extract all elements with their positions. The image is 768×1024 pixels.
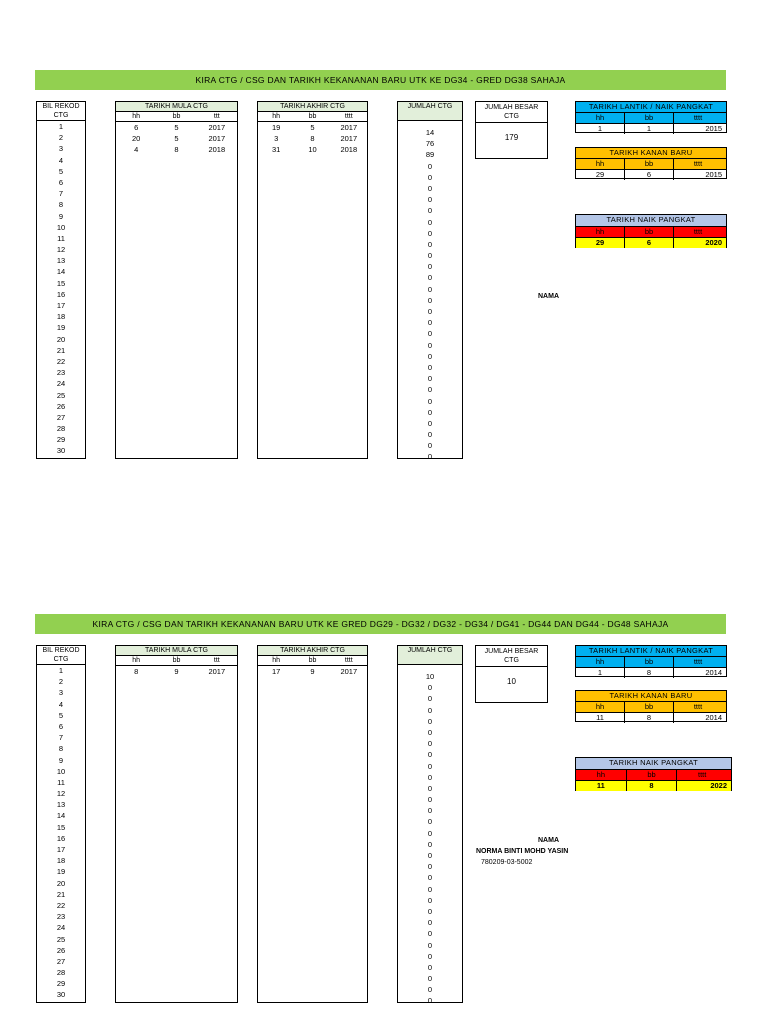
date-cell: 2017 <box>208 134 226 144</box>
table-row <box>116 122 237 133</box>
cell: 7 <box>58 189 64 199</box>
cell: 1 <box>58 122 64 131</box>
cell: 0 <box>427 351 433 361</box>
section2-akhir-column <box>257 645 368 1003</box>
section2-nama-name: NORMA BINTI MOHD YASIN <box>476 848 569 855</box>
cell: 0 <box>427 396 433 406</box>
lantik-title: TARIKH LANTIK / NAIK PANGKAT <box>576 102 726 112</box>
table-row <box>116 144 237 155</box>
cell: 0 <box>427 739 433 749</box>
cell: 16 <box>56 833 66 843</box>
date-cell: 2017 <box>208 667 226 676</box>
cell: 23 <box>56 912 66 922</box>
section2-bil-column <box>36 645 86 1003</box>
cell: 0 <box>427 862 433 872</box>
cell: 13 <box>56 800 66 810</box>
cell: 89 <box>425 150 435 160</box>
date-cell: 2017 <box>340 134 358 144</box>
cell: 0 <box>427 441 433 451</box>
table-row <box>258 144 367 155</box>
cell: 27 <box>56 412 66 422</box>
cell: 0 <box>427 962 433 972</box>
jumlah-title: JUMLAH CTG <box>398 102 462 121</box>
cell: 10 <box>425 672 435 681</box>
cell: 0 <box>427 195 433 205</box>
section1-besar-box <box>475 101 548 159</box>
kanan-title: TARIKH KANAN BARU <box>576 691 726 701</box>
date-cell: 3 <box>274 134 279 144</box>
cell: 0 <box>427 694 433 704</box>
section1-mula-column <box>115 101 238 459</box>
cell: 13 <box>56 256 66 266</box>
cell: 2 <box>58 677 64 687</box>
cell: 21 <box>56 889 66 899</box>
cell: 0 <box>427 407 433 417</box>
cell: 0 <box>427 705 433 715</box>
table-row <box>116 133 237 144</box>
cell: 23 <box>56 368 66 378</box>
cell: 0 <box>427 895 433 905</box>
date-cell: 2018 <box>340 145 358 155</box>
cell: 18 <box>56 312 66 322</box>
naik-subheader: hh bb tttt <box>576 226 726 237</box>
cell: 16 <box>56 289 66 299</box>
section2-nama-label: NAMA <box>538 837 559 844</box>
mula-subheader: hh bb ttt <box>116 112 237 122</box>
cell: 0 <box>427 839 433 849</box>
section2-besar-box <box>475 645 548 703</box>
akhir-title: TARIKH AKHIR CTG <box>258 646 367 656</box>
bil-label-ctg: CTG <box>53 112 69 119</box>
section2-naik-box <box>575 757 732 791</box>
cell: 9 <box>58 755 64 765</box>
table-row <box>258 122 367 133</box>
kanan-title: TARIKH KANAN BARU <box>576 148 726 158</box>
cell: 0 <box>427 750 433 760</box>
cell: 0 <box>427 795 433 805</box>
cell: 0 <box>427 307 433 316</box>
cell: 21 <box>56 345 66 355</box>
cell: 0 <box>427 974 433 984</box>
cell: 28 <box>56 968 66 978</box>
date-cell: 5 <box>174 134 179 144</box>
mula-title: TARIKH MULA CTG <box>116 646 237 656</box>
cell: 9 <box>58 211 64 221</box>
cell: 0 <box>427 217 433 227</box>
cell: 0 <box>427 295 433 305</box>
cell: 15 <box>56 278 66 288</box>
cell: 19 <box>56 323 66 333</box>
section1-nama-label: NAMA <box>538 293 559 300</box>
cell: 10 <box>56 766 66 776</box>
cell: 14 <box>56 811 66 821</box>
akhir-subheader: hh bb tttt <box>258 656 367 666</box>
cell: 17 <box>56 845 66 854</box>
cell: 0 <box>427 918 433 928</box>
cell: 4 <box>58 699 64 709</box>
cell: 15 <box>56 822 66 832</box>
section1-jumlah-column <box>397 101 463 462</box>
date-cell: 8 <box>310 134 315 144</box>
date-cell: 19 <box>271 123 281 132</box>
cell: 0 <box>427 828 433 838</box>
jumlah-rows <box>398 127 462 463</box>
date-cell: 2017 <box>208 123 226 132</box>
bil-label: BIL REKOD <box>42 647 80 654</box>
date-cell: 9 <box>174 667 179 676</box>
besar-header: JUMLAH BESAR CTG <box>476 646 547 667</box>
cell: 11 <box>57 233 65 243</box>
mula-rows <box>116 666 237 677</box>
date-cell: 2018 <box>208 145 226 155</box>
cell: 0 <box>427 385 433 395</box>
cell: 0 <box>427 161 433 171</box>
date-cell: 31 <box>271 145 281 155</box>
cell: 2 <box>58 133 64 143</box>
cell: 27 <box>56 956 66 966</box>
cell: 0 <box>427 996 433 1006</box>
cell: 0 <box>427 940 433 950</box>
cell: 18 <box>56 856 66 866</box>
cell: 0 <box>427 172 433 182</box>
jumlah-rows <box>398 671 462 1007</box>
cell: 29 <box>56 435 66 445</box>
cell: 25 <box>56 934 66 944</box>
section2-jumlah-column <box>397 645 463 1006</box>
date-cell: 2017 <box>340 123 358 132</box>
cell: 20 <box>56 334 66 344</box>
cell: 26 <box>56 945 66 955</box>
cell: 14 <box>425 128 435 137</box>
mula-title: TARIKH MULA CTG <box>116 102 237 112</box>
cell: 30 <box>56 990 66 1000</box>
kanan-subheader: hh bb tttt <box>576 701 726 712</box>
akhir-rows <box>258 666 367 677</box>
cell: 0 <box>427 273 433 283</box>
cell: 19 <box>56 867 66 877</box>
date-cell: 2017 <box>340 667 358 676</box>
kanan-values: 11 8 2014 <box>576 712 726 723</box>
cell: 0 <box>427 985 433 995</box>
cell: 0 <box>427 206 433 216</box>
mula-subheader: hh bb ttt <box>116 656 237 666</box>
cell: 0 <box>427 284 433 294</box>
cell: 12 <box>56 789 66 799</box>
bil-numbers <box>37 121 85 457</box>
besar-value: 10 <box>507 677 516 686</box>
cell: 0 <box>427 228 433 238</box>
lantik-subheader: hh bb tttt <box>576 112 726 123</box>
cell: 0 <box>427 783 433 793</box>
date-cell: 6 <box>134 123 139 132</box>
date-cell: 5 <box>310 123 315 132</box>
bil-numbers <box>37 665 85 1001</box>
akhir-rows <box>258 122 367 156</box>
kanan-subheader: hh bb tttt <box>576 158 726 169</box>
date-cell: 4 <box>134 145 139 155</box>
cell: 17 <box>56 301 66 310</box>
cell: 0 <box>427 716 433 726</box>
cell: 0 <box>427 951 433 961</box>
cell: 0 <box>427 683 433 693</box>
lantik-title: TARIKH LANTIK / NAIK PANGKAT <box>576 646 726 656</box>
cell: 24 <box>56 379 66 389</box>
cell: 8 <box>58 200 64 210</box>
besar-value: 179 <box>504 133 519 142</box>
cell: 4 <box>58 155 64 165</box>
naik-values: 11 8 2022 <box>576 780 731 791</box>
section2-nama-ic: 780209-03-5002 <box>481 859 533 866</box>
cell: 22 <box>56 356 66 366</box>
date-cell: 10 <box>308 145 317 155</box>
mula-rows <box>116 122 237 156</box>
cell: 5 <box>58 166 64 176</box>
cell: 6 <box>58 177 64 187</box>
bil-header <box>37 102 85 121</box>
section1-bil-column <box>36 101 86 459</box>
cell: 0 <box>427 761 433 771</box>
date-cell: 9 <box>310 667 315 676</box>
section1-banner: KIRA CTG / CSG DAN TARIKH KEKANANAN BARU UTK KE DG34 - GRED DG38 SAHAJA <box>35 70 726 90</box>
cell: 3 <box>58 688 64 698</box>
cell: 25 <box>56 390 66 400</box>
section1-naik-box <box>575 214 727 248</box>
section2-lantik-box <box>575 645 727 677</box>
cell: 0 <box>427 906 433 916</box>
naik-subheader: hh bb tttt <box>576 769 731 780</box>
date-cell: 20 <box>131 134 141 144</box>
section2-mula-column <box>115 645 238 1003</box>
bil-label-ctg: CTG <box>53 656 69 663</box>
cell: 0 <box>427 239 433 249</box>
cell: 0 <box>427 318 433 328</box>
bil-label: BIL REKOD <box>42 103 80 110</box>
section1-akhir-column <box>257 101 368 459</box>
lantik-subheader: hh bb tttt <box>576 656 726 667</box>
jumlah-title: JUMLAH CTG <box>398 646 462 665</box>
table-row <box>258 133 367 144</box>
cell: 0 <box>427 362 433 372</box>
date-cell: 17 <box>271 667 281 676</box>
cell: 0 <box>427 329 433 339</box>
cell: 8 <box>58 744 64 754</box>
cell: 0 <box>427 262 433 272</box>
cell: 1 <box>58 666 64 675</box>
cell: 0 <box>427 873 433 883</box>
cell: 0 <box>427 772 433 782</box>
cell: 12 <box>56 245 66 255</box>
cell: 29 <box>56 979 66 989</box>
date-cell: 5 <box>174 123 179 132</box>
cell: 0 <box>427 884 433 894</box>
cell: 24 <box>56 923 66 933</box>
section1-kanan-box <box>575 147 727 179</box>
cell: 0 <box>427 418 433 428</box>
bil-header <box>37 646 85 665</box>
cell: 22 <box>56 900 66 910</box>
cell: 76 <box>425 139 435 149</box>
cell: 0 <box>427 374 433 384</box>
lantik-values: 1 1 2015 <box>576 123 726 134</box>
cell: 0 <box>427 929 433 939</box>
cell: 0 <box>427 251 433 261</box>
cell: 6 <box>58 721 64 731</box>
cell: 3 <box>58 144 64 154</box>
date-cell: 8 <box>174 145 179 155</box>
section1-lantik-box <box>575 101 727 133</box>
cell: 28 <box>56 424 66 434</box>
lantik-values: 1 8 2014 <box>576 667 726 678</box>
date-cell: 8 <box>134 667 139 676</box>
kanan-values: 29 6 2015 <box>576 169 726 180</box>
table-row <box>116 666 237 677</box>
cell: 0 <box>427 817 433 827</box>
cell: 14 <box>56 267 66 277</box>
cell: 10 <box>56 222 66 232</box>
table-row <box>258 666 367 677</box>
cell: 7 <box>58 733 64 743</box>
naik-title: TARIKH NAIK PANGKAT <box>576 758 731 769</box>
cell: 0 <box>427 851 433 860</box>
cell: 26 <box>56 401 66 411</box>
cell: 0 <box>427 806 433 816</box>
cell: 11 <box>57 777 65 787</box>
section2-kanan-box <box>575 690 727 722</box>
cell: 30 <box>56 446 66 456</box>
cell: 5 <box>58 710 64 720</box>
cell: 0 <box>427 183 433 193</box>
cell: 0 <box>427 340 433 350</box>
akhir-subheader: hh bb tttt <box>258 112 367 122</box>
cell: 0 <box>427 452 433 462</box>
akhir-title: TARIKH AKHIR CTG <box>258 102 367 112</box>
besar-header: JUMLAH BESAR CTG <box>476 102 547 123</box>
naik-title: TARIKH NAIK PANGKAT <box>576 215 726 226</box>
naik-values: 29 6 2020 <box>576 237 726 248</box>
cell: 0 <box>427 727 433 737</box>
cell: 20 <box>56 878 66 888</box>
section2-banner: KIRA CTG / CSG DAN TARIKH KEKANANAN BARU UTK KE GRED DG29 - DG32 / DG32 - DG34 / DG41 - DG44 DAN DG44 - DG48 SAHAJA <box>35 614 726 634</box>
cell: 0 <box>427 430 433 440</box>
